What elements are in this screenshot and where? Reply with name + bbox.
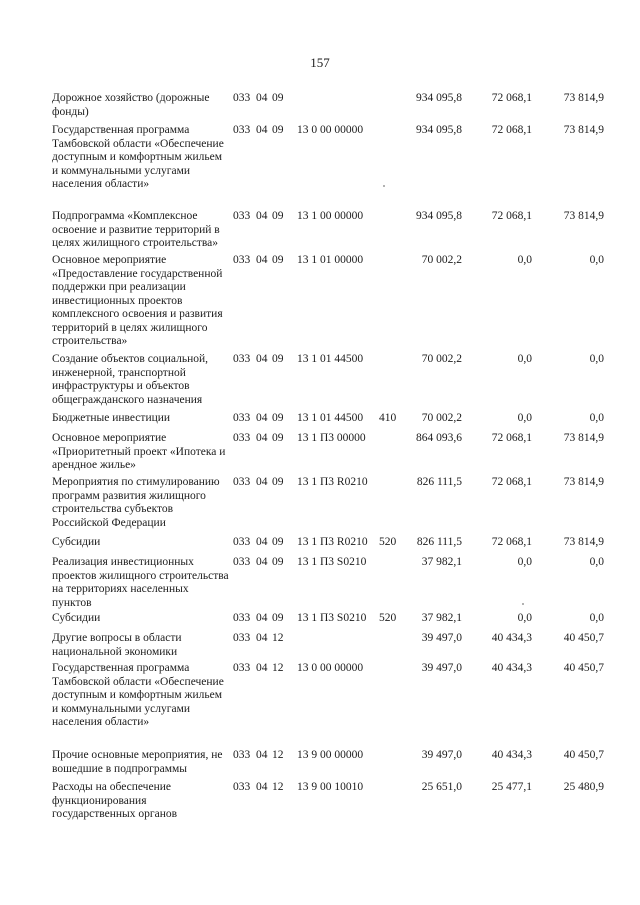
row-subsection: 09 (272, 412, 284, 424)
row-section: 04 (256, 556, 268, 568)
row-subsection: 09 (272, 556, 284, 568)
row-value-2: 0,0 (517, 353, 532, 365)
row-target-article: 13 1 01 44500 (297, 353, 364, 365)
row-value-3: 73 814,9 (563, 536, 604, 548)
row-value-2: 40 434,3 (491, 632, 532, 644)
row-ved-code: 033 (233, 254, 251, 266)
scan-speck (522, 603, 524, 605)
row-ved-code: 033 (233, 124, 251, 136)
row-value-1: 934 095,8 (416, 92, 462, 104)
row-value-1: 934 095,8 (416, 210, 462, 222)
row-value-1: 37 982,1 (421, 556, 462, 568)
row-target-article: 13 9 00 10010 (297, 781, 364, 793)
row-name: Основное мероприятие «Предоставление государственной поддержки при реализации инвестиционных проектов комплексного освоения и развития территорий в целях жилищного строительства» (52, 254, 223, 347)
row-name: Дорожное хозяйство (дорожные фонды) (52, 92, 210, 118)
row-ved-code: 033 (233, 476, 251, 488)
row-ved-code: 033 (233, 612, 251, 624)
row-subsection: 12 (272, 632, 284, 644)
row-value-2: 72 068,1 (491, 92, 532, 104)
row-target-article: 13 0 00 00000 (297, 662, 364, 674)
row-section: 04 (256, 662, 268, 674)
row-expense-type: 520 (379, 536, 397, 548)
row-value-2: 0,0 (517, 412, 532, 424)
row-name: Субсидии (52, 612, 101, 624)
row-target-article: 13 9 00 00000 (297, 749, 364, 761)
row-target-article: 13 1 П3 S0210 (297, 612, 367, 624)
row-subsection: 09 (272, 210, 284, 222)
row-name: Субсидии (52, 536, 101, 548)
row-value-2: 0,0 (517, 254, 532, 266)
row-target-article: 13 1 00 00000 (297, 210, 364, 222)
row-ved-code: 033 (233, 92, 251, 104)
row-name: Государственная программа Тамбовской области «Обеспечение доступным и комфортным жильем и коммунальными услугами населения области» (52, 124, 224, 190)
row-name: Подпрограмма «Комплексное освоение и развитие территорий в целях жилищного строительства» (52, 210, 220, 249)
row-subsection: 09 (272, 92, 284, 104)
row-section: 04 (256, 632, 268, 644)
row-section: 04 (256, 412, 268, 424)
row-value-2: 40 434,3 (491, 749, 532, 761)
row-subsection: 09 (272, 432, 284, 444)
row-value-1: 25 651,0 (421, 781, 462, 793)
row-value-1: 37 982,1 (421, 612, 462, 624)
row-value-1: 826 111,5 (416, 476, 462, 488)
row-value-2: 40 434,3 (491, 662, 532, 674)
row-ved-code: 033 (233, 662, 251, 674)
row-name: Бюджетные инвестиции (52, 412, 171, 424)
row-subsection: 09 (272, 536, 284, 548)
row-target-article: 13 1 П3 R0210 (297, 476, 368, 488)
row-name: Государственная программа Тамбовской области «Обеспечение доступным и комфортным жильем и коммунальными услугами населения области» (52, 662, 224, 728)
row-value-2: 72 068,1 (491, 432, 532, 444)
row-target-article: 13 1 П3 R0210 (297, 536, 368, 548)
row-section: 04 (256, 536, 268, 548)
row-name: Создание объектов социальной, инженерной, транспортной инфраструктуры и объектов общегражданского назначения (52, 353, 209, 406)
row-value-1: 864 093,6 (416, 432, 462, 444)
row-target-article: 13 1 П3 00000 (297, 432, 366, 444)
row-ved-code: 033 (233, 536, 251, 548)
row-section: 04 (256, 92, 268, 104)
row-value-1: 39 497,0 (421, 632, 462, 644)
row-value-1: 70 002,2 (421, 412, 462, 424)
row-ved-code: 033 (233, 632, 251, 644)
row-ved-code: 033 (233, 353, 251, 365)
row-section: 04 (256, 254, 268, 266)
row-section: 04 (256, 476, 268, 488)
row-ved-code: 033 (233, 556, 251, 568)
row-section: 04 (256, 749, 268, 761)
row-name: Прочие основные мероприятия, не вошедшие в подпрограммы (52, 749, 223, 775)
row-value-1: 70 002,2 (421, 254, 462, 266)
row-value-2: 72 068,1 (491, 536, 532, 548)
page-number: 157 (310, 55, 330, 70)
row-subsection: 09 (272, 612, 284, 624)
row-value-1: 70 002,2 (421, 353, 462, 365)
row-section: 04 (256, 432, 268, 444)
row-section: 04 (256, 781, 268, 793)
row-section: 04 (256, 353, 268, 365)
row-target-article: 13 1 01 44500 (297, 412, 364, 424)
row-value-3: 73 814,9 (563, 124, 604, 136)
row-section: 04 (256, 612, 268, 624)
row-value-3: 73 814,9 (563, 92, 604, 104)
row-subsection: 12 (272, 662, 284, 674)
row-value-2: 25 477,1 (491, 781, 532, 793)
row-value-2: 0,0 (517, 556, 532, 568)
row-value-2: 72 068,1 (491, 476, 532, 488)
row-ved-code: 033 (233, 432, 251, 444)
row-section: 04 (256, 210, 268, 222)
row-value-3: 40 450,7 (563, 632, 604, 644)
row-value-3: 0,0 (589, 254, 604, 266)
row-subsection: 09 (272, 476, 284, 488)
row-target-article: 13 1 01 00000 (297, 254, 364, 266)
row-ved-code: 033 (233, 412, 251, 424)
row-expense-type: 520 (379, 612, 397, 624)
row-target-article: 13 0 00 00000 (297, 124, 364, 136)
row-value-2: 72 068,1 (491, 124, 532, 136)
row-section: 04 (256, 124, 268, 136)
row-value-3: 25 480,9 (563, 781, 604, 793)
row-value-2: 72 068,1 (491, 210, 532, 222)
row-value-3: 73 814,9 (563, 210, 604, 222)
row-subsection: 09 (272, 124, 284, 136)
row-value-2: 0,0 (517, 612, 532, 624)
row-name: Другие вопросы в области национальной экономики (52, 632, 182, 658)
row-name: Реализация инвестиционных проектов жилищного строительства на территориях населенных пунктов (52, 556, 229, 609)
row-value-3: 0,0 (589, 612, 604, 624)
row-name: Основное мероприятие «Приоритетный проект «Ипотека и арендное жилье» (52, 432, 226, 471)
row-value-1: 39 497,0 (421, 749, 462, 761)
row-value-3: 0,0 (589, 412, 604, 424)
row-value-3: 73 814,9 (563, 432, 604, 444)
row-value-3: 40 450,7 (563, 749, 604, 761)
row-ved-code: 033 (233, 749, 251, 761)
row-value-1: 934 095,8 (416, 124, 462, 136)
row-value-1: 826 111,5 (416, 536, 462, 548)
row-name: Расходы на обеспечение функционирования государственных органов (52, 781, 178, 820)
row-ved-code: 033 (233, 781, 251, 793)
row-subsection: 12 (272, 749, 284, 761)
scan-speck (383, 185, 385, 187)
row-value-3: 0,0 (589, 556, 604, 568)
row-subsection: 09 (272, 254, 284, 266)
row-name: Мероприятия по стимулированию программ развития жилищного строительства субъектов Российской Федерации (52, 476, 220, 529)
row-subsection: 09 (272, 353, 284, 365)
row-value-3: 0,0 (589, 353, 604, 365)
row-ved-code: 033 (233, 210, 251, 222)
row-value-1: 39 497,0 (421, 662, 462, 674)
row-value-3: 73 814,9 (563, 476, 604, 488)
row-subsection: 12 (272, 781, 284, 793)
row-expense-type: 410 (379, 412, 397, 424)
row-value-3: 40 450,7 (563, 662, 604, 674)
row-target-article: 13 1 П3 S0210 (297, 556, 367, 568)
